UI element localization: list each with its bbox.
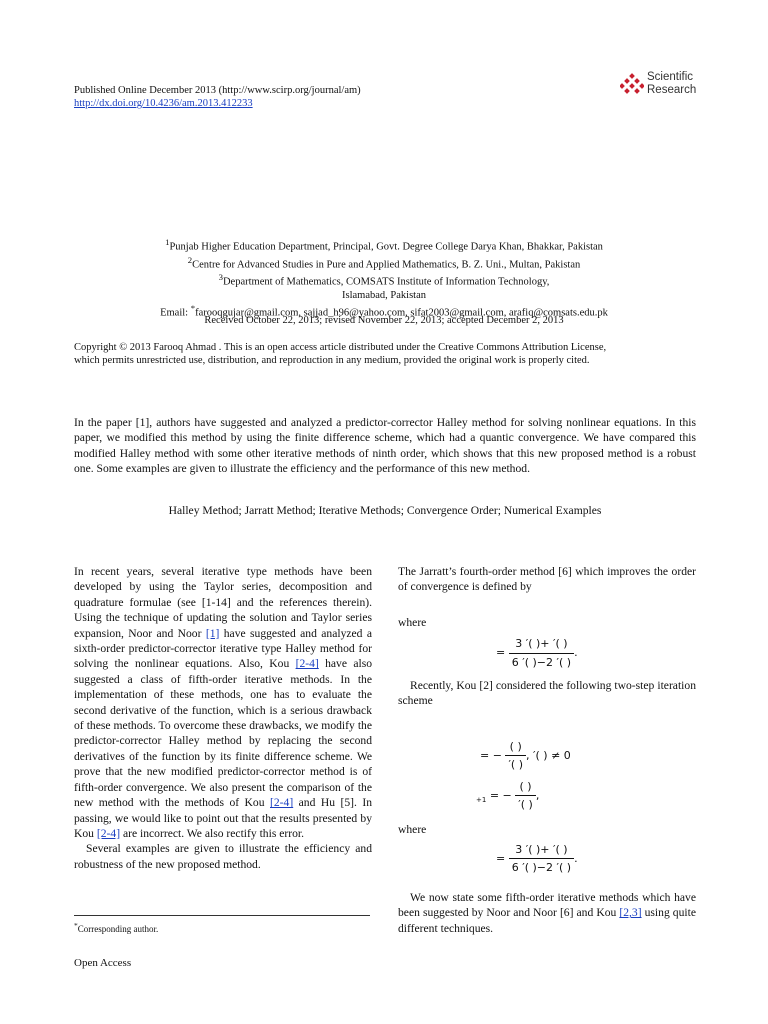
equation-1-equals: = <box>496 646 506 660</box>
citation-link[interactable]: [2,3] <box>619 906 642 920</box>
intro-text-d: and Hu [5]. In passing, we would like to point out that the results presented by Kou <box>74 796 373 840</box>
citation-link[interactable]: [2-4] <box>295 657 319 671</box>
received-dates: Received October 22, 2013; revised November 22, 2013; accepted December 2, 2013 <box>204 315 564 326</box>
affiliation-3-city: Islamabad, Pakistan <box>342 289 426 301</box>
affiliation-3 <box>74 271 694 289</box>
equation-3 <box>398 779 696 813</box>
intro-text-c: have also suggested a class of fifth-order iterative methods. In the implementation of these methods, one has to evaluate the second derivative of the function, which is a serious drawback of these methods. To overcome these drawbacks, we modify the predictor-corrector Halley method by replacing the second derivatives of the function by its finite difference scheme. We prove that the new modified predictor-corrector method is of fifth-order convergence. We also present the comparison of the new method with the methods of Kou <box>74 657 373 810</box>
where-label-2: where <box>398 823 427 837</box>
fifth-order-text-b: using quite different techniques. <box>398 906 696 935</box>
jarratt-intro: The Jarratt’s fourth-order method [6] which improves the order of convergence is defined by <box>398 565 696 594</box>
scientific-research-logo-icon <box>620 73 644 97</box>
affiliations <box>74 236 694 319</box>
copyright-line-1: Copyright © 2013 Farooq Ahmad . This is an open access article distributed under the Creative Commons Attribution License, <box>74 342 607 353</box>
affiliation-2-text: Centre for Advanced Studies in Pure and Applied Mathematics, B. Z. Uni., Multan, Pakistan <box>192 259 581 270</box>
published-line: Published Online December 2013 (http://www.scirp.org/journal/am) <box>74 85 361 96</box>
email-addresses[interactable]: farooqgujar@gmail.com, sajjad_h96@yahoo.com, sifat2003@gmail.com, arafiq@comsats.edu.pk <box>195 307 608 318</box>
logo-line-2: Research <box>647 84 697 96</box>
intro-text-a: In recent years, several iterative type methods have been developed by using the Taylor series, decomposition and quadrature formulae (see [1-14] and the references therein). Using the technique of updating the solution and Taylor series expansion, Noor and Noor <box>74 565 372 640</box>
doi-link[interactable]: http://dx.doi.org/10.4236/am.2013.412233 <box>74 98 253 109</box>
equation-1-denominator: 6 ′( )−2 ′( ) <box>511 655 572 669</box>
equation-1 <box>398 636 696 670</box>
fifth-order-intro <box>398 890 696 936</box>
equation-4-denominator: 6 ′( )−2 ′( ) <box>511 861 572 875</box>
email-label: Email: <box>160 307 191 318</box>
equation-4-fraction <box>509 842 574 876</box>
equation-4-equals: = <box>496 851 506 865</box>
fifth-order-text-a: We now state some fifth-order iterative methods which have been suggested by Noor and Noor [6] and Kou <box>398 890 696 920</box>
email-marker: * <box>190 302 196 313</box>
affiliation-1-marker: 1 <box>165 237 170 247</box>
equation-2-lhs: = − <box>480 748 502 762</box>
equation-4 <box>398 842 696 876</box>
equation-4-period: . <box>574 851 578 865</box>
equation-3-comma: , <box>535 788 540 802</box>
equation-3-numerator: ( ) <box>515 779 536 796</box>
equation-2-denominator: ′( ) <box>508 758 524 772</box>
footnote <box>74 921 158 934</box>
keywords: Halley Method; Jarratt Method; Iterative Methods; Convergence Order; Numerical Examples <box>168 504 602 517</box>
affiliation-2-marker: 2 <box>187 254 193 265</box>
publisher-logo <box>620 70 710 100</box>
intro-paragraph-2: Several examples are given to illustrate the efficiency and robustness of the new proposed method. <box>74 842 372 871</box>
equation-1-numerator: 3 ′( )+ ′( ) <box>509 636 574 653</box>
equation-3-subscript: +1 <box>476 795 487 804</box>
citation-link[interactable]: [1] <box>205 626 220 640</box>
footnote-divider <box>74 915 370 916</box>
citation-link[interactable]: [2-4] <box>96 826 121 840</box>
equation-1-period: . <box>574 646 578 660</box>
equation-3-denominator: ′( ) <box>518 798 533 812</box>
left-column <box>74 564 372 872</box>
equation-4-numerator: 3 ′( )+ ′( ) <box>509 842 574 859</box>
footnote-marker: * <box>74 921 78 930</box>
journal-header <box>74 84 494 110</box>
equation-2 <box>398 739 696 773</box>
citation-link[interactable]: [2-4] <box>270 796 294 810</box>
affiliation-1 <box>74 236 694 254</box>
logo-line-1: Scientific <box>647 71 694 83</box>
right-column <box>398 564 696 936</box>
affiliation-1-text: Punjab Higher Education Department, Principal, Govt. Degree College Darya Khan, Bhakkar, Pakistan <box>169 241 603 253</box>
affiliation-3-text: Department of Mathematics, COMSATS Institute of Information Technology, <box>222 276 550 288</box>
abstract: In the paper [1], authors have suggested and analyzed a predictor-corrector Halley method for solving nonlinear equations. In this paper, we modified this method by using the finite difference scheme, which had a quantic convergence. We have compared this modified Halley method with some other iterative methods of ninth order, which shows that this new proposed method is a robust one. Some examples are given to illustrate the efficiency and the performance of this new method. <box>74 416 696 476</box>
copyright-line-2: which permits unrestricted use, distribution, and reproduction in any medium, provided the original work is properly cited. <box>74 355 590 366</box>
equation-1-fraction <box>509 636 574 670</box>
equation-2-fraction <box>505 739 526 773</box>
equation-3-fraction <box>515 779 536 813</box>
kou-intro: Recently, Kou [2] considered the following two-step iteration scheme <box>398 679 696 708</box>
open-access-label: Open Access <box>74 957 132 969</box>
copyright-notice <box>74 341 696 367</box>
equation-2-numerator: ( ) <box>505 739 526 756</box>
affiliation-3-marker: 3 <box>218 272 223 282</box>
where-label-1: where <box>398 615 427 629</box>
intro-paragraph-1 <box>74 564 372 841</box>
equation-3-lhs: = − <box>486 788 512 802</box>
intro-text-b: have suggested and analyzed a sixth-order predictor-corrector iterative type Halley method for solving the nonlinear equations. Also, Kou <box>74 626 372 671</box>
intro-text-e: are incorrect. We also rectify this error. <box>120 826 305 840</box>
logo-text <box>647 71 696 97</box>
equation-2-condition: , ′( ) ≠ 0 <box>526 748 571 762</box>
affiliation-2 <box>74 254 694 272</box>
footnote-text: Corresponding author. <box>77 924 159 934</box>
